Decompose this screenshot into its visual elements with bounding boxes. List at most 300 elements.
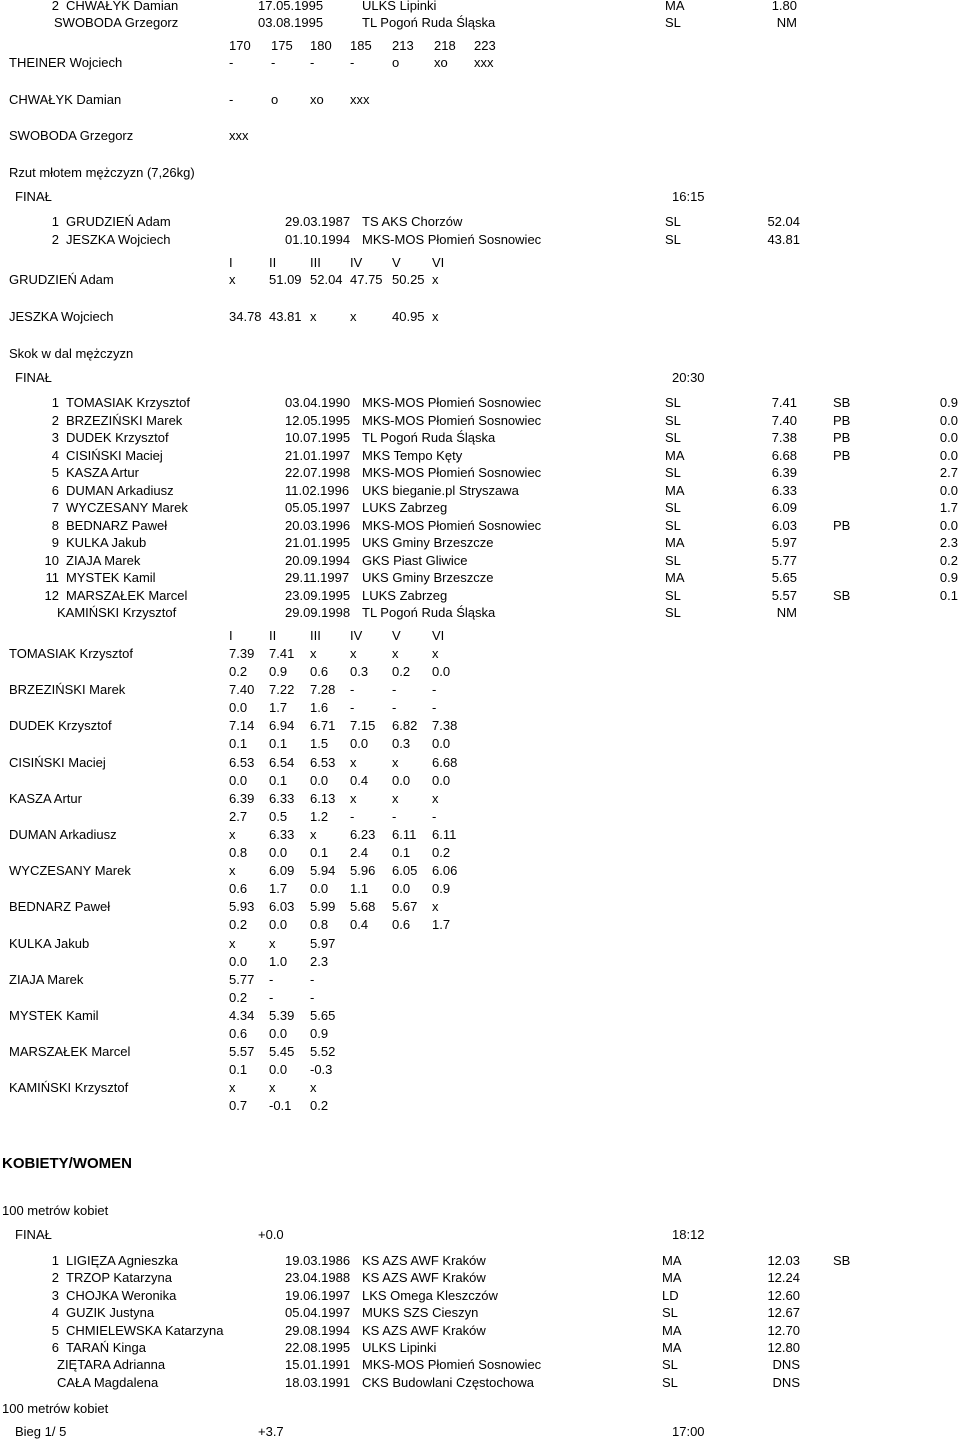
athlete-name: JESZKA Wojciech: [66, 232, 171, 247]
heat-label: Bieg 1/ 5: [15, 1424, 67, 1439]
wind-reading: +0.0: [258, 1227, 284, 1242]
club-name: GKS Piast Gliwice: [362, 552, 468, 568]
birth-date: 03.08.1995: [258, 15, 324, 30]
attempt-wind: 0.3: [392, 736, 411, 752]
result: 12.80: [767, 1340, 800, 1355]
attempt-wind: 1.5: [310, 736, 329, 752]
athlete-name: LIGIĘZA Agnieszka: [66, 1253, 179, 1268]
athlete-name: GUZIK Justyna: [66, 1305, 155, 1321]
round-header: II: [269, 255, 277, 270]
event-title: Skok w dal mężczyzn: [9, 346, 134, 361]
attempt-mark: -: [269, 971, 274, 987]
result: 12.60: [767, 1287, 800, 1303]
place: 2: [51, 1270, 59, 1286]
place: 5: [51, 465, 59, 480]
region-code: LD: [662, 1287, 679, 1303]
place: 6: [51, 1340, 59, 1355]
attempt-mark: x: [350, 790, 357, 806]
attempt-wind: 1.2: [310, 808, 329, 824]
result: 6.39: [771, 465, 797, 480]
attempt-mark: x: [310, 827, 317, 842]
region-code: MA: [665, 0, 685, 13]
region-code: SL: [665, 412, 681, 428]
attempt-wind: 0.0: [432, 736, 451, 752]
attempt-mark: 5.68: [350, 899, 376, 915]
attempt-mark: xo: [310, 92, 324, 107]
club-name: TS AKS Chorzów: [362, 214, 463, 229]
birth-date: 19.03.1986: [285, 1253, 351, 1268]
place: 11: [45, 570, 59, 585]
wind: 0.0: [939, 447, 958, 463]
athlete-name: MYSTEK Kamil: [66, 570, 156, 585]
attempt-mark: x: [350, 646, 357, 661]
attempt-mark: -: [229, 92, 234, 107]
attempt-mark: 50.25: [392, 272, 425, 287]
club-name: LKS Omega Kleszczów: [362, 1287, 498, 1303]
birth-date: 21.01.1997: [285, 447, 351, 463]
region-code: SL: [665, 517, 681, 533]
attempt-mark: xo: [434, 55, 448, 70]
attempt-mark: x: [392, 754, 399, 770]
attempt-wind: 0.1: [269, 772, 288, 788]
athlete-name: BEDNARZ Paweł: [9, 899, 111, 915]
birth-date: 10.07.1995: [285, 430, 351, 445]
attempt-wind: 0.1: [229, 736, 248, 752]
attempt-mark: 5.93: [229, 899, 255, 915]
attempt-mark: x: [310, 1080, 317, 1096]
club-name: UKS Gminy Brzeszcze: [362, 570, 494, 585]
attempt-wind: 0.0: [310, 881, 329, 897]
attempt-mark: 51.09: [269, 272, 302, 287]
athlete-name: SWOBODA Grzegorz: [9, 128, 134, 143]
result: 6.68: [771, 447, 797, 463]
attempt-mark: 6.11: [392, 827, 417, 842]
attempt-wind: 0.0: [310, 772, 329, 788]
height-header: 170: [229, 38, 251, 53]
attempt-wind: 0.1: [392, 845, 411, 860]
attempt-mark: 47.75: [350, 272, 383, 287]
athlete-name: GRUDZIEŃ Adam: [66, 214, 171, 229]
attempt-mark: 6.54: [269, 754, 295, 770]
attempt-mark: 5.97: [310, 935, 336, 951]
round-header: II: [269, 628, 277, 643]
place: 2: [51, 232, 59, 247]
attempt-mark: 6.03: [269, 899, 295, 915]
region-code: SL: [665, 214, 681, 229]
attempt-mark: o: [271, 92, 279, 107]
attempt-wind: 0.0: [269, 917, 288, 933]
attempt-mark: 6.39: [229, 790, 255, 806]
final-label: FINAŁ: [15, 370, 52, 385]
result: 5.97: [771, 535, 797, 550]
attempt-mark: x: [269, 1080, 276, 1096]
club-name: MKS-MOS Płomień Sosnowiec: [362, 395, 542, 410]
place: 3: [51, 430, 59, 445]
attempt-wind: 0.5: [269, 808, 288, 824]
club-name: UKS Gminy Brzeszcze: [362, 535, 494, 550]
attempt-mark: x: [350, 754, 357, 770]
wind: 0.1: [939, 587, 958, 603]
region-code: SL: [665, 465, 681, 480]
round-header: III: [310, 255, 321, 270]
birth-date: 03.04.1990: [285, 395, 351, 410]
birth-date: 17.05.1995: [258, 0, 324, 13]
attempt-wind: 0.9: [269, 664, 288, 679]
athlete-name: CISIŃSKI Maciej: [66, 447, 163, 463]
attempt-wind: 0.6: [229, 1026, 248, 1041]
height-header: 218: [434, 38, 456, 53]
attempt-mark: 52.04: [310, 272, 343, 287]
birth-date: 15.01.1991: [285, 1357, 351, 1373]
athlete-name: JESZKA Wojciech: [9, 309, 114, 324]
height-header: 180: [310, 38, 332, 53]
birth-date: 11.02.1996: [285, 482, 350, 498]
attempt-mark: x: [229, 1080, 236, 1096]
result: NM: [776, 15, 797, 30]
athlete-name: GRUDZIEŃ Adam: [9, 272, 114, 287]
athlete-name: BEDNARZ Paweł: [66, 517, 168, 533]
attempt-wind: 1.1: [350, 881, 369, 897]
club-name: TL Pogoń Ruda Śląska: [362, 605, 496, 620]
wind: 0.9: [939, 395, 958, 410]
record-flag: SB: [833, 587, 851, 603]
region-code: SL: [665, 605, 681, 620]
athlete-name: BRZEZIŃSKI Marek: [66, 412, 183, 428]
wind: 0.0: [939, 482, 958, 498]
record-flag: PB: [833, 412, 851, 428]
region-code: MA: [665, 482, 685, 498]
region-code: MA: [662, 1322, 682, 1338]
athlete-name: KAMIŃSKI Krzysztof: [57, 605, 177, 620]
birth-date: 29.11.1997: [285, 570, 350, 585]
birth-date: 20.03.1996: [285, 517, 351, 533]
attempt-wind: 0.4: [350, 772, 369, 788]
attempt-mark: o: [392, 55, 400, 70]
club-name: CKS Budowlani Częstochowa: [362, 1374, 534, 1390]
attempt-wind: 0.0: [432, 772, 451, 788]
wind: 0.0: [939, 517, 958, 533]
result: 1.80: [771, 0, 797, 13]
attempt-mark: x: [432, 899, 439, 915]
region-code: MA: [665, 447, 685, 463]
attempt-mark: 6.05: [392, 863, 418, 879]
wind: 0.9: [939, 570, 958, 585]
final-label: FINAŁ: [15, 1227, 52, 1242]
club-name: MKS-MOS Płomień Sosnowiec: [362, 517, 542, 533]
attempt-wind: 1.7: [269, 700, 288, 716]
attempt-wind: 0.0: [269, 845, 288, 860]
attempt-mark: x: [432, 309, 439, 324]
attempt-mark: -: [271, 55, 276, 70]
attempt-wind: -: [269, 989, 274, 1005]
birth-date: 22.08.1995: [285, 1340, 351, 1355]
attempt-wind: 1.0: [269, 953, 288, 969]
birth-date: 29.08.1994: [285, 1322, 351, 1338]
attempt-mark: x: [310, 646, 317, 661]
athlete-name: KULKA Jakub: [66, 535, 147, 550]
attempt-wind: -0.1: [269, 1098, 292, 1114]
region-code: SL: [662, 1305, 678, 1321]
round-header: I: [229, 628, 233, 643]
wind: 2.7: [939, 465, 958, 480]
result: DNS: [772, 1357, 800, 1373]
attempt-mark: x: [229, 863, 236, 879]
region-code: SL: [665, 552, 681, 568]
region-code: SL: [665, 15, 681, 30]
attempt-mark: x: [432, 646, 439, 661]
athlete-name: MARSZAŁEK Marcel: [66, 587, 188, 603]
birth-date: 05.04.1997: [285, 1305, 351, 1321]
place: 3: [51, 1287, 59, 1303]
attempt-wind: -: [392, 700, 397, 716]
club-name: LUKS Zabrzeg: [362, 500, 448, 515]
attempt-wind: 0.2: [432, 845, 451, 860]
athlete-name: TRZOP Katarzyna: [66, 1270, 172, 1286]
athlete-name: ZIAJA Marek: [9, 971, 84, 987]
athlete-name: TOMASIAK Krzysztof: [66, 395, 191, 410]
height-header: 213: [392, 38, 414, 53]
height-header: 223: [474, 38, 496, 53]
attempt-mark: 7.22: [269, 682, 295, 698]
club-name: KS AZS AWF Kraków: [362, 1322, 486, 1338]
attempt-mark: 7.39: [229, 646, 255, 661]
birth-date: 12.05.1995: [285, 412, 351, 428]
attempt-wind: 0.2: [229, 989, 248, 1005]
club-name: MUKS SZS Cieszyn: [362, 1305, 479, 1321]
attempt-wind: 0.2: [392, 664, 411, 679]
attempt-mark: 40.95: [392, 309, 425, 324]
athlete-name: ZIAJA Marek: [66, 552, 141, 568]
attempt-mark: 7.28: [310, 682, 336, 698]
athlete-name: CHOJKA Weronika: [66, 1287, 177, 1303]
round-header: IV: [350, 255, 363, 270]
attempt-wind: 0.7: [229, 1098, 248, 1114]
attempt-wind: 0.2: [229, 917, 248, 933]
attempt-mark: 34.78: [229, 309, 262, 324]
start-time: 18:12: [672, 1227, 705, 1242]
final-label: FINAŁ: [15, 189, 52, 204]
height-header: 175: [271, 38, 293, 53]
athlete-name: ZIĘTARA Adrianna: [57, 1357, 166, 1373]
attempt-mark: 6.68: [432, 754, 458, 770]
attempt-wind: -0.3: [310, 1062, 333, 1078]
result: 7.40: [771, 412, 797, 428]
round-header: VI: [432, 255, 445, 270]
region-code: SL: [665, 587, 681, 603]
attempt-wind: 0.0: [229, 953, 248, 969]
birth-date: 01.10.1994: [285, 232, 351, 247]
attempt-mark: 4.34: [229, 1008, 255, 1023]
attempt-wind: 0.6: [310, 664, 329, 679]
athlete-name: DUDEK Krzysztof: [66, 430, 169, 445]
region-code: SL: [665, 395, 681, 410]
attempt-mark: 5.77: [229, 971, 255, 987]
place: 1: [51, 1253, 59, 1268]
attempt-mark: 6.23: [350, 827, 376, 842]
birth-date: 29.03.1987: [285, 214, 351, 229]
attempt-mark: x: [229, 272, 236, 287]
attempt-wind: 2.3: [310, 953, 329, 969]
attempt-mark: 6.33: [269, 790, 295, 806]
attempt-wind: 0.0: [392, 881, 411, 897]
athlete-name: WYCZESANY Marek: [9, 863, 131, 879]
record-flag: PB: [833, 430, 851, 445]
attempt-mark: 43.81: [269, 309, 302, 324]
attempt-mark: x: [432, 790, 439, 806]
birth-date: 23.09.1995: [285, 587, 351, 603]
club-name: ULKS Lipinki: [362, 0, 437, 13]
attempt-mark: 6.82: [392, 718, 418, 734]
start-time: 20:30: [672, 370, 705, 385]
birth-date: 29.09.1998: [285, 605, 351, 620]
result: 6.33: [771, 482, 797, 498]
place: 7: [51, 500, 59, 515]
birth-date: 20.09.1994: [285, 552, 351, 568]
region-code: SL: [665, 430, 681, 445]
attempt-mark: x: [350, 309, 357, 324]
result: 12.24: [767, 1270, 800, 1286]
region-code: MA: [662, 1270, 682, 1286]
club-name: TL Pogoń Ruda Śląska: [362, 15, 496, 30]
attempt-wind: 1.7: [432, 917, 451, 933]
attempt-mark: xxx: [474, 55, 494, 70]
place: 12: [44, 587, 59, 603]
athlete-name: CHWAŁYK Damian: [66, 0, 179, 13]
region-code: MA: [665, 570, 685, 585]
attempt-mark: x: [392, 790, 399, 806]
attempt-wind: 0.4: [350, 917, 369, 933]
height-header: 185: [350, 38, 372, 53]
attempt-wind: 0.0: [269, 1062, 288, 1078]
club-name: MKS-MOS Płomień Sosnowiec: [362, 465, 542, 480]
athlete-name: KASZA Artur: [66, 465, 139, 480]
attempt-wind: 0.0: [229, 700, 248, 716]
athlete-name: MYSTEK Kamil: [9, 1008, 99, 1023]
result: 6.03: [771, 517, 797, 533]
attempt-mark: 5.52: [310, 1044, 336, 1060]
birth-date: 22.07.1998: [285, 465, 351, 480]
result: 5.65: [771, 570, 797, 585]
club-name: LUKS Zabrzeg: [362, 587, 448, 603]
attempt-wind: -: [350, 700, 355, 716]
result: 7.41: [771, 395, 797, 410]
attempt-mark: 7.15: [350, 718, 376, 734]
attempt-mark: 7.41: [269, 646, 295, 661]
round-header: III: [310, 628, 321, 643]
place: 2: [51, 412, 59, 428]
place: 5: [51, 1322, 59, 1338]
attempt-mark: x: [229, 935, 236, 951]
attempt-wind: 0.2: [229, 664, 248, 679]
record-flag: PB: [833, 517, 851, 533]
attempt-mark: -: [350, 55, 355, 70]
attempt-mark: 6.53: [229, 754, 255, 770]
round-header: VI: [432, 628, 445, 643]
region-code: SL: [665, 500, 681, 515]
event-title: Rzut młotem mężczyzn (7,26kg): [9, 165, 195, 180]
attempt-wind: 0.6: [229, 881, 248, 897]
region-code: SL: [665, 232, 681, 247]
start-time: 17:00: [672, 1424, 705, 1439]
athlete-name: CAŁA Magdalena: [57, 1374, 159, 1390]
athlete-name: WYCZESANY Marek: [66, 500, 188, 515]
attempt-wind: 0.1: [310, 845, 329, 860]
section-header: KOBIETY/WOMEN: [2, 1155, 132, 1172]
wind: 0.2: [939, 552, 958, 568]
attempt-wind: 0.9: [310, 1026, 329, 1041]
result: 7.38: [771, 430, 797, 445]
athlete-name: CISIŃSKI Maciej: [9, 754, 106, 770]
attempt-wind: -: [350, 808, 355, 824]
attempt-mark: 5.45: [269, 1044, 295, 1060]
wind: 0.0: [939, 430, 958, 445]
attempt-mark: 7.14: [229, 718, 255, 734]
athlete-name: TARAŃ Kinga: [66, 1340, 146, 1355]
attempt-wind: 1.7: [269, 881, 288, 897]
attempt-mark: 5.99: [310, 899, 336, 915]
result: 5.57: [771, 587, 797, 603]
birth-date: 18.03.1991: [285, 1374, 351, 1390]
start-time: 16:15: [672, 189, 705, 204]
athlete-name: KASZA Artur: [9, 790, 82, 806]
attempt-wind: 1.6: [310, 700, 329, 716]
record-flag: SB: [833, 395, 851, 410]
result: 43.81: [767, 232, 800, 247]
attempt-mark: 6.06: [432, 863, 458, 879]
wind: 1.7: [939, 500, 958, 515]
attempt-mark: -: [432, 682, 437, 698]
attempt-wind: 0.0: [269, 1026, 288, 1041]
club-name: KS AZS AWF Kraków: [362, 1253, 486, 1268]
attempt-wind: -: [392, 808, 397, 824]
attempt-wind: 0.2: [310, 1098, 329, 1114]
athlete-name: THEINER Wojciech: [9, 55, 123, 70]
wind: 0.0: [939, 412, 958, 428]
attempt-mark: 6.11: [432, 827, 457, 842]
region-code: SL: [662, 1374, 678, 1390]
attempt-mark: -: [392, 682, 397, 698]
athlete-name: CHWAŁYK Damian: [9, 92, 122, 107]
attempt-mark: xxx: [229, 128, 249, 143]
place: 1: [51, 395, 59, 410]
attempt-wind: 0.0: [432, 664, 451, 679]
result: 5.77: [771, 552, 797, 568]
athlete-name: CHMIELEWSKA Katarzyna: [66, 1322, 224, 1338]
athlete-name: KULKA Jakub: [9, 935, 90, 951]
attempt-mark: 7.38: [432, 718, 458, 734]
event-title: 100 metrów kobiet: [2, 1401, 109, 1416]
result: 12.03: [767, 1253, 800, 1268]
attempt-mark: 7.40: [229, 682, 255, 698]
round-header: V: [392, 628, 401, 643]
attempt-mark: 6.53: [310, 754, 336, 770]
athlete-name: DUMAN Arkadiusz: [9, 827, 117, 842]
round-header: IV: [350, 628, 363, 643]
attempt-mark: -: [350, 682, 355, 698]
attempt-mark: 5.67: [392, 899, 418, 915]
attempt-mark: 6.33: [269, 827, 295, 842]
attempt-wind: 2.7: [229, 808, 248, 824]
attempt-mark: x: [432, 272, 439, 287]
athlete-name: MARSZAŁEK Marcel: [9, 1044, 131, 1060]
attempt-wind: 0.6: [392, 917, 411, 933]
result: 12.70: [767, 1322, 800, 1338]
result: 52.04: [767, 214, 800, 229]
athlete-name: SWOBODA Grzegorz: [54, 15, 179, 30]
place: 8: [51, 517, 59, 533]
attempt-mark: 5.39: [269, 1008, 295, 1023]
record-flag: PB: [833, 447, 851, 463]
